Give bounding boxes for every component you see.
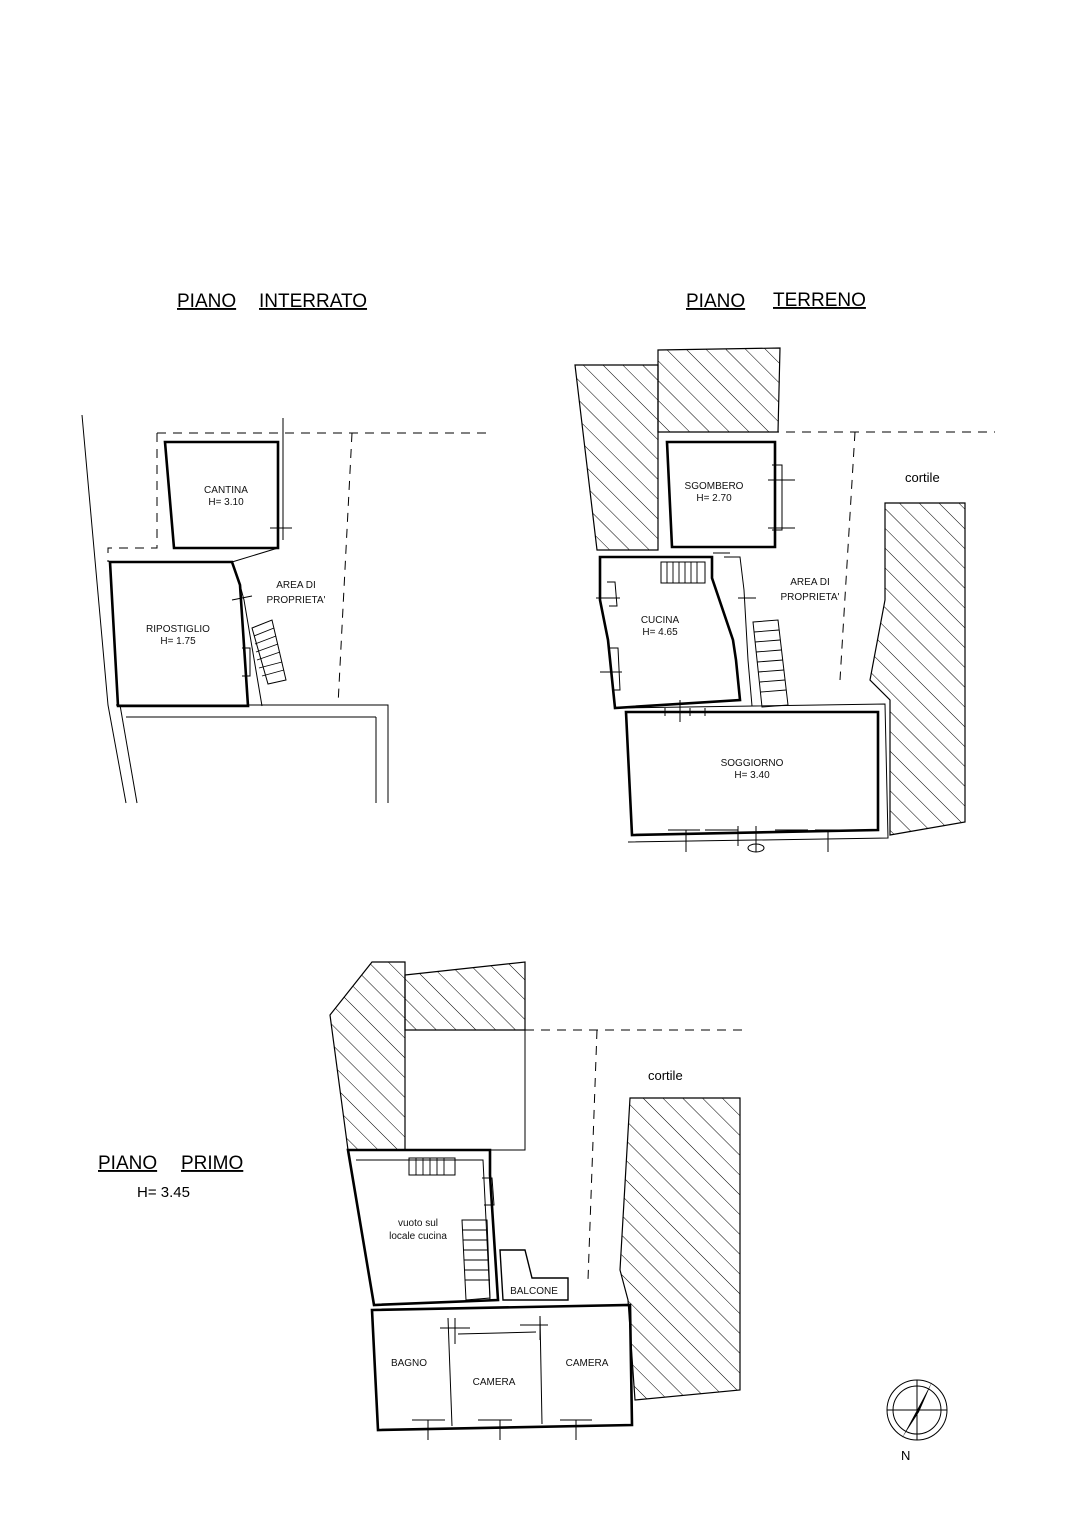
hatch-neighbor-primo-left <box>330 962 405 1150</box>
sgombero-window <box>772 465 782 530</box>
neighbor-building <box>116 705 388 803</box>
compass-north-label: N <box>901 1448 911 1463</box>
label-cucina: CUCINA H= 4.65 <box>640 615 680 638</box>
label-cantina: CANTINA H= 3.10 <box>204 485 248 508</box>
label-camera-center: CAMERA <box>472 1377 516 1388</box>
hatch-neighbor-primo-top <box>405 962 525 1030</box>
primo-door-marks <box>440 1316 548 1344</box>
label-soggiorno: SOGGIORNO H= 3.40 <box>720 758 784 781</box>
property-line-right <box>338 433 352 705</box>
title-primo-word2: PRIMO <box>181 1153 244 1174</box>
primo-window-marks <box>428 1420 576 1440</box>
hatch-neighbor-left <box>575 365 658 550</box>
stair-terreno-lower <box>753 620 788 707</box>
label-ripostiglio: RIPOSTIGLIO H= 1.75 <box>146 624 210 647</box>
cantina-door <box>270 418 292 528</box>
label-area-terreno: AREA DI PROPRIETA' <box>780 577 840 603</box>
hatch-neighbor-primo-right <box>620 1098 740 1400</box>
label-cortile-terreno: cortile <box>905 470 940 485</box>
hatch-neighbor-top <box>658 348 780 432</box>
plan-interrato <box>82 415 492 803</box>
label-balcone: BALCONE <box>510 1286 558 1297</box>
property-line-terreno-right <box>840 432 855 680</box>
property-line-left <box>108 433 157 562</box>
label-cortile-primo: cortile <box>648 1068 683 1083</box>
label-vuoto: vuoto sul locale cucina <box>389 1218 447 1242</box>
title-terreno-word1: PIANO <box>686 291 746 312</box>
label-sgombero: SGOMBERO H= 2.70 <box>684 481 744 504</box>
title-primo-height: H= 3.45 <box>137 1184 190 1201</box>
hatch-neighbor-right <box>870 503 965 835</box>
neighbor-wall-left <box>82 415 126 803</box>
plan-primo <box>330 962 745 1440</box>
title-terreno-word2: TERRENO <box>773 290 866 311</box>
label-area-interrato: AREA DI PROPRIETA' <box>266 580 326 606</box>
label-camera-right: CAMERA <box>565 1358 609 1369</box>
plan-terreno <box>575 348 995 852</box>
stair-terreno-upper <box>661 562 705 583</box>
title-primo-word1: PIANO <box>98 1153 158 1174</box>
north-compass <box>887 1380 947 1463</box>
title-interrato-word2: INTERRATO <box>259 291 368 312</box>
title-interrato-word1: PIANO <box>177 291 237 312</box>
neighbor-wall-left-2 <box>120 705 137 803</box>
courtyard-void <box>405 1030 525 1150</box>
stair-primo-lower <box>462 1220 490 1300</box>
label-bagno: BAGNO <box>390 1358 428 1369</box>
title-piano-interrato <box>177 291 367 312</box>
stair-primo-upper <box>409 1158 455 1175</box>
cucina-marks <box>596 553 756 672</box>
title-piano-primo <box>98 1153 243 1201</box>
title-piano-terreno <box>686 290 866 312</box>
property-line-primo-right <box>588 1030 597 1280</box>
camera-door-lintel <box>458 1332 536 1334</box>
